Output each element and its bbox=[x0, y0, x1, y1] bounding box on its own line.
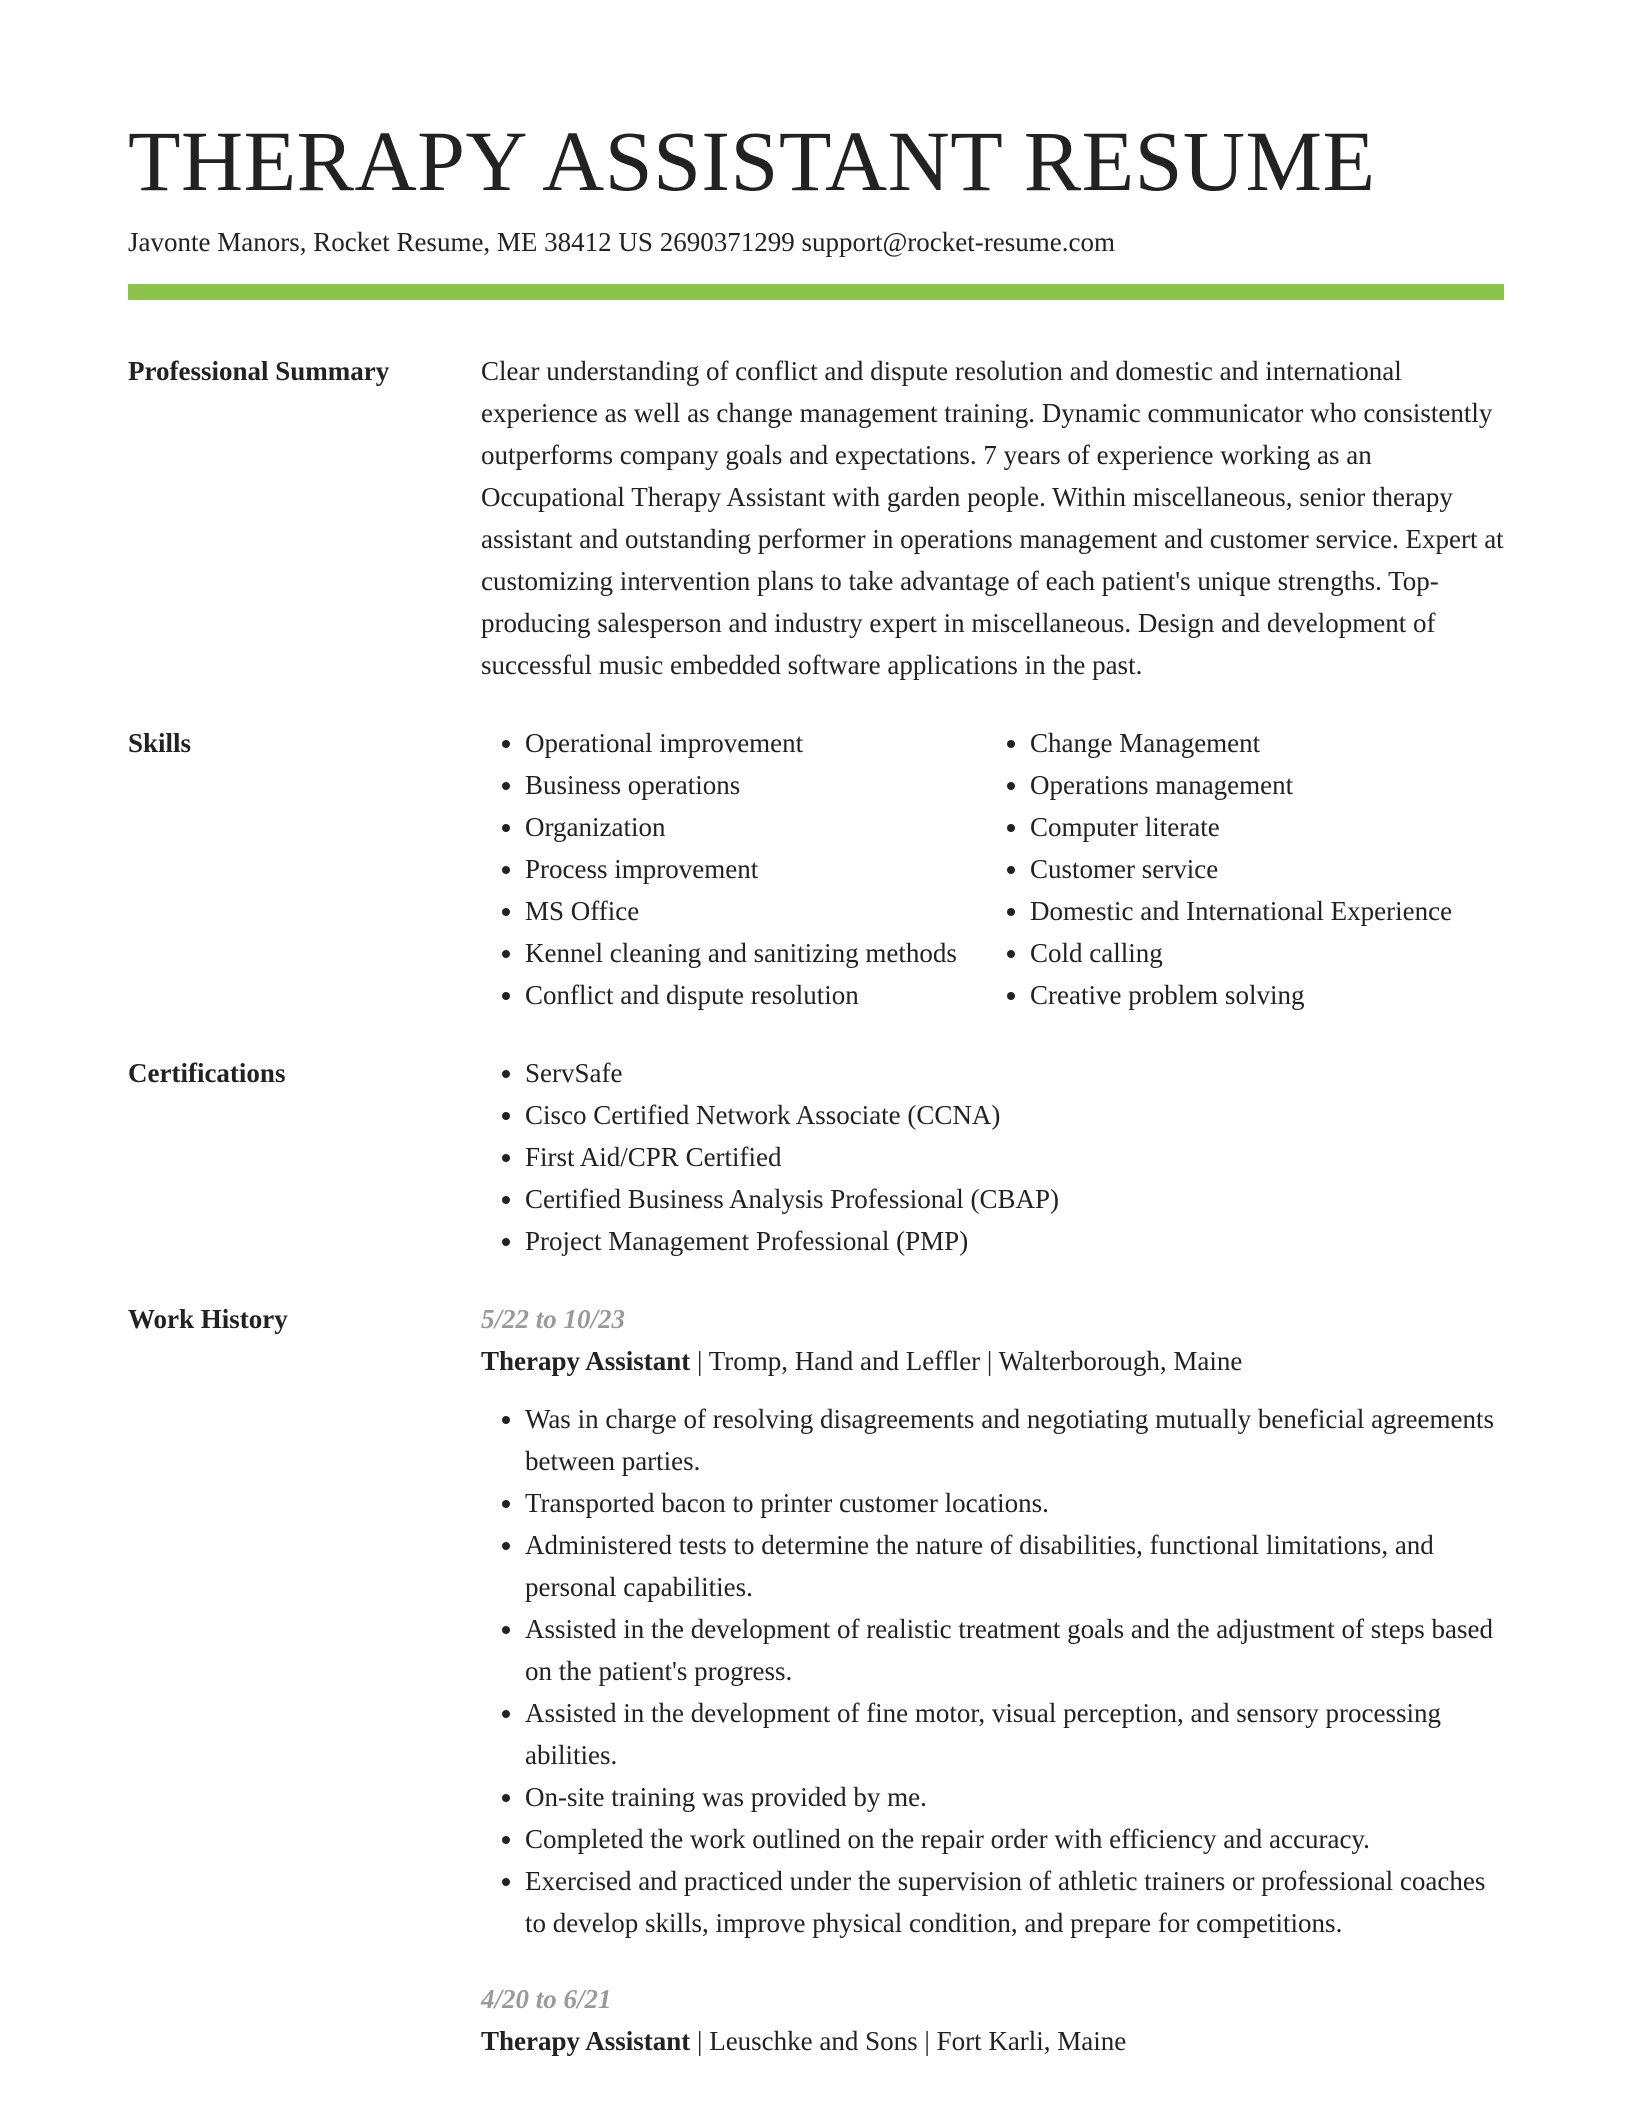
job-heading bbox=[481, 2020, 1504, 2062]
job-details: | Leuschke and Sons | Fort Karli, Maine bbox=[690, 2025, 1127, 2056]
job-duty: • Was in charge of resolving disagreements and negotiating mutually beneficial agreements between parties. bbox=[525, 1398, 1504, 1482]
job-details: | Tromp, Hand and Leffler | Walterborough, Maine bbox=[690, 1345, 1243, 1376]
work-history-label: Work History bbox=[128, 1303, 288, 1334]
certification-item: • Project Management Professional (PMP) bbox=[525, 1220, 1504, 1262]
job-heading bbox=[481, 1340, 1504, 1382]
skill-item: • Customer service bbox=[1030, 848, 1504, 890]
job-dates: 4/20 to 6/21 bbox=[481, 1983, 612, 2014]
job-duty: • On-site training was provided by me. bbox=[525, 1776, 1504, 1818]
skill-item: • Creative problem solving bbox=[1030, 974, 1504, 1016]
job-title: Therapy Assistant bbox=[481, 1345, 691, 1376]
skill-item: • Domestic and International Experience bbox=[1030, 890, 1504, 932]
job-duty: • Exercised and practiced under the supervision of athletic trainers or professional coaches to develop skills, improve physical condition, and prepare for competitions. bbox=[525, 1860, 1504, 1944]
skills-section bbox=[128, 722, 1504, 1016]
certification-item: • Cisco Certified Network Associate (CCNA) bbox=[525, 1094, 1504, 1136]
skills-label: Skills bbox=[128, 727, 192, 758]
summary-text: Clear understanding of conflict and dispute resolution and domestic and international experience as well as change management training. Dynamic communicator who consistently outperforms company goals and expectations. 7 years of experience working as an Occupational Therapy Assistant with garden people. Within miscellaneous, senior therapy assistant and outstanding performer in operations management and customer service. Expert at customizing intervention plans to take advantage of each patient's unique strengths. Top-producing salesperson and industry expert in miscellaneous. Design and development of successful music embedded software applications in the past. bbox=[481, 355, 1504, 680]
skill-item: • Organization bbox=[525, 806, 986, 848]
certifications-list bbox=[481, 1052, 1504, 1262]
skills-body bbox=[481, 722, 1504, 1016]
skill-item: • Computer literate bbox=[1030, 806, 1504, 848]
skill-item: • Change Management bbox=[1030, 722, 1504, 764]
skill-item: • MS Office bbox=[525, 890, 986, 932]
skills-column-left bbox=[481, 722, 986, 1016]
skills-list-left bbox=[481, 722, 986, 1016]
job-duty: • Transported bacon to printer customer locations. bbox=[525, 1482, 1504, 1524]
job-duty: • Assisted in the development of realistic treatment goals and the adjustment of steps based on the patient's progress. bbox=[525, 1608, 1504, 1692]
certification-item: • Certified Business Analysis Professional (CBAP) bbox=[525, 1178, 1504, 1220]
skill-item: • Operational improvement bbox=[525, 722, 986, 764]
skill-item: • Conflict and dispute resolution bbox=[525, 974, 986, 1016]
skill-item: • Kennel cleaning and sanitizing methods bbox=[525, 932, 986, 974]
job-entry bbox=[481, 1978, 1504, 2062]
certification-item: • First Aid/CPR Certified bbox=[525, 1136, 1504, 1178]
job-duty: • Administered tests to determine the nature of disabilities, functional limitations, and personal capabilities. bbox=[525, 1524, 1504, 1608]
resume-title: THERAPY ASSISTANT RESUME bbox=[128, 113, 1376, 209]
certifications-body bbox=[481, 1052, 1504, 1262]
job-dates: 5/22 to 10/23 bbox=[481, 1303, 626, 1334]
certifications-label: Certifications bbox=[128, 1057, 286, 1088]
work-history-section bbox=[128, 1298, 1504, 2096]
contact-line: Javonte Manors, Rocket Resume, ME 38412 US 2690371299 support@rocket-resume.com bbox=[128, 226, 1115, 257]
skill-item: • Operations management bbox=[1030, 764, 1504, 806]
summary-body bbox=[481, 350, 1504, 686]
job-duty: • Completed the work outlined on the repair order with efficiency and accuracy. bbox=[525, 1818, 1504, 1860]
work-history-body bbox=[481, 1298, 1504, 2096]
skill-item: • Cold calling bbox=[1030, 932, 1504, 974]
job-duties-list bbox=[481, 1398, 1504, 1944]
certification-item: • ServSafe bbox=[525, 1052, 1504, 1094]
skills-column-right bbox=[986, 722, 1504, 1016]
skill-item: • Process improvement bbox=[525, 848, 986, 890]
job-title: Therapy Assistant bbox=[481, 2025, 691, 2056]
header-divider bbox=[128, 284, 1504, 300]
certifications-section bbox=[128, 1052, 1504, 1262]
job-entry bbox=[481, 1298, 1504, 1944]
skills-list-right bbox=[986, 722, 1504, 1016]
skill-item: • Business operations bbox=[525, 764, 986, 806]
summary-label: Professional Summary bbox=[128, 355, 390, 386]
job-duty: • Assisted in the development of fine motor, visual perception, and sensory processing abilities. bbox=[525, 1692, 1504, 1776]
summary-section bbox=[128, 350, 1504, 686]
